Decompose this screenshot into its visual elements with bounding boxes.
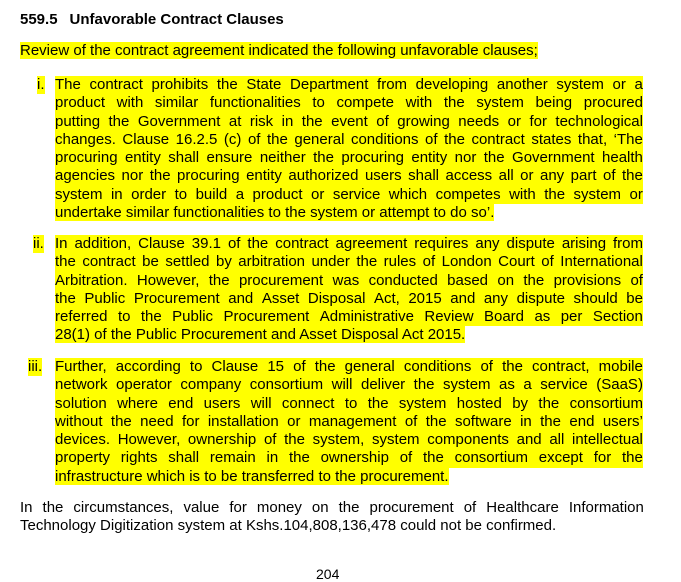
text-line: undertake similar functionalities to the system or attempt to do so’. — [55, 204, 495, 222]
conclusion-paragraph — [20, 499, 644, 535]
section-heading — [20, 11, 284, 28]
text-line: system in order to build a product or service which competes with the system or — [55, 185, 643, 203]
text-line: the Public Procurement and Asset Disposal Act, 2015 and any dispute should be — [55, 289, 643, 307]
item-text — [55, 76, 643, 222]
text-line: without the need for installation or management of the software in the end users’ — [55, 412, 643, 430]
text-line: the contract be settled by arbitration under the rules of London Court of International — [55, 253, 643, 271]
section-number: 559.5 — [20, 11, 58, 28]
text-line: referred to the Public Procurement Administrative Review Board as per Section — [55, 308, 643, 326]
item-text — [55, 235, 643, 345]
text-line: agencies nor the procuring entity authorized users shall access all or any part of the — [55, 167, 643, 185]
text-line: 28(1) of the Public Procurement and Asset Disposal Act 2015. — [55, 326, 466, 344]
text-line: Arbitration. However, the procurement was conducted based on the provisions of — [55, 271, 643, 289]
text-line: network operator company consortium will deliver the system as a service (SaaS) — [55, 376, 643, 394]
item-text — [55, 358, 643, 486]
item-marker: ii. — [33, 235, 44, 252]
intro-paragraph — [20, 42, 538, 60]
item-marker: iii. — [28, 358, 43, 375]
intro-text: Review of the contract agreement indicated the following unfavorable clauses; — [20, 42, 538, 59]
section-title: Unfavorable Contract Clauses — [69, 11, 284, 28]
text-line: property rights shall remain in the ownership of the consortium except for the — [55, 449, 643, 467]
page-number: 204 — [316, 566, 340, 582]
text-line: changes. Clause 16.2.5 (c) of the general conditions of the contract states that, ‘The — [55, 130, 643, 148]
text-line: In the circumstances, value for money on the procurement of Healthcare Information — [20, 499, 644, 516]
text-line: product with similar functionalities to compete with the system being procured — [55, 94, 643, 112]
text-line: devices. However, ownership of the system, system components and all intellectual — [55, 431, 643, 449]
text-line: infrastructure which is to be transferred to the procurement. — [55, 467, 449, 485]
item-marker: i. — [37, 76, 45, 93]
text-line: Further, according to Clause 15 of the general conditions of the contract, mobile — [55, 358, 643, 375]
text-line: In addition, Clause 39.1 of the contract agreement requires any dispute arising from — [55, 235, 643, 252]
text-line: Technology Digitization system at Kshs.104,808,136,478 could not be confirmed. — [20, 517, 557, 534]
text-line: putting the Government at risk in the event of growing needs or for technological — [55, 112, 643, 130]
text-line: The contract prohibits the State Department from developing another system or a — [55, 76, 643, 93]
text-line: procuring entity shall ensure neither the procuring entity nor the Government health — [55, 149, 643, 167]
text-line: solution where end users will connect to the system hosted by the consortium — [55, 394, 643, 412]
